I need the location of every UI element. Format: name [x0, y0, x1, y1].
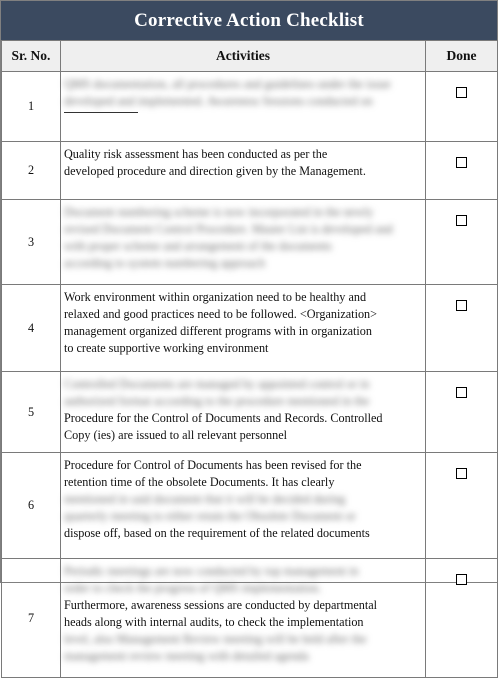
activity-line: Copy (ies) are issued to all relevant personnel [64, 428, 288, 442]
activity-line: to create supportive working environment [64, 341, 269, 355]
activity-line: management organized different programs with in organization [64, 324, 372, 338]
row-number: 3 [2, 200, 61, 285]
row-number: 4 [2, 285, 61, 372]
table-row [2, 372, 498, 453]
done-cell [426, 372, 498, 453]
table-row [2, 72, 498, 142]
header-sr-no: Sr. No. [2, 41, 61, 72]
table-row [2, 453, 498, 559]
activity-cell [61, 372, 426, 453]
activity-line: Document numbering scheme is now incorporated in the newly [64, 205, 374, 219]
done-checkbox[interactable] [456, 300, 467, 311]
activity-cell [61, 200, 426, 285]
activity-cell [61, 453, 426, 559]
underline-rule [64, 112, 138, 113]
activity-line: authorized format according to the procedure mentioned in the [64, 394, 370, 408]
activity-line: with proper scheme and arrangement of the documents [64, 239, 332, 253]
activity-cell [61, 72, 426, 142]
done-cell [426, 200, 498, 285]
header-done: Done [426, 41, 498, 72]
row-number: 6 [2, 453, 61, 559]
activity-line: heads along with internal audits, to check the implementation [64, 615, 364, 629]
header-activities: Activities [61, 41, 426, 72]
table-row [2, 285, 498, 372]
row-number: 1 [2, 72, 61, 142]
activity-line: Procedure for the Control of Documents and Records. Controlled [64, 411, 383, 425]
activity-line: according to system numbering approach [64, 256, 266, 270]
done-checkbox[interactable] [456, 574, 467, 585]
activity-line: relaxed and good practices need to be followed. <Organization> [64, 307, 378, 321]
done-checkbox[interactable] [456, 387, 467, 398]
done-cell [426, 285, 498, 372]
row-number: 7 [2, 559, 61, 678]
done-cell [426, 142, 498, 200]
activity-line: developed and implemented. Awareness Sessions conducted on [64, 94, 373, 108]
activity-line: developed procedure and direction given by the Management. [64, 164, 366, 178]
row-number: 5 [2, 372, 61, 453]
activity-line: Procedure for Control of Documents has been revised for the [64, 458, 362, 472]
activity-line: Furthermore, awareness sessions are conducted by departmental [64, 598, 378, 612]
done-cell [426, 72, 498, 142]
activity-line: level, also Management Review meeting will be held after the [64, 632, 367, 646]
table-row [2, 559, 498, 678]
activity-cell [61, 559, 426, 678]
activity-line: mentioned in said document that it will be decided during [64, 492, 346, 506]
table-row [2, 200, 498, 285]
activity-cell [61, 285, 426, 372]
activity-line: dispose off, based on the requirement of the related documents [64, 526, 370, 540]
activity-line: Controlled Documents are managed by appointed control or in [64, 377, 370, 391]
activity-line: quarterly meeting to either retain the Obsolete Document or [64, 509, 356, 523]
header-row [2, 41, 498, 72]
row-number: 2 [2, 142, 61, 200]
checklist-title: Corrective Action Checklist [1, 1, 497, 40]
activity-line: QMS documentation, all procedures and guidelines under the issue [64, 77, 391, 91]
checklist-table [1, 40, 498, 678]
activity-line: revised Document Control Procedure. Master List is developed and [64, 222, 393, 236]
done-checkbox[interactable] [456, 468, 467, 479]
done-cell [426, 453, 498, 559]
activity-line: retention time of the obsolete Documents. It has clearly [64, 475, 335, 489]
activity-line: order to check the progress of QMS implementation. [64, 581, 322, 595]
activity-line: management review meeting with detailed agenda [64, 649, 309, 663]
done-checkbox[interactable] [456, 215, 467, 226]
done-cell [426, 559, 498, 678]
done-checkbox[interactable] [456, 157, 467, 168]
activity-cell [61, 142, 426, 200]
activity-line: Work environment within organization need to be healthy and [64, 290, 367, 304]
activity-line: Periodic meetings are now conducted by top management in [64, 564, 359, 578]
activity-line: Quality risk assessment has been conducted as per the [64, 147, 328, 161]
table-row [2, 142, 498, 200]
done-checkbox[interactable] [456, 87, 467, 98]
